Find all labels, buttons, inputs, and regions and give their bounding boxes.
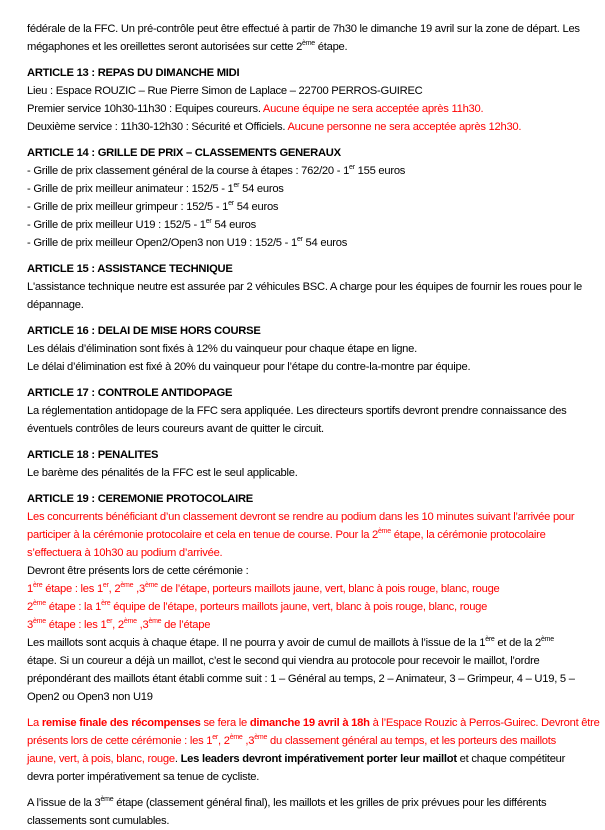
prize-item [27, 180, 592, 198]
final-ceremony-text: devra porter impérativement sa tenue de cycliste. [27, 771, 260, 783]
text: de l’étape, porteurs maillots jaune, vert, blanc à pois rouge, blanc, rouge [157, 583, 500, 595]
superscript: er [212, 734, 218, 741]
text: , 2 [108, 583, 121, 595]
text: se fera le [200, 717, 250, 729]
text: 54 euros [233, 201, 279, 213]
article-19-heading: ARTICLE 19 : CEREMONIE PROTOCOLAIRE [27, 493, 254, 505]
text: jaune, vert, à pois, blanc, rouge [27, 753, 175, 765]
article-13-lieu: Lieu : Espace ROUZIC – Rue Pierre Simon de Laplace – 22700 PERROS-GUIREC [27, 85, 423, 97]
article-16-text: Le délai d’élimination est fixé à 20% du vainqueur pour l’étape du contre-la-montre par équipe. [27, 361, 471, 373]
article-17-heading: ARTICLE 17 : CONTROLE ANTIDOPAGE [27, 387, 233, 399]
superscript: ème [540, 636, 554, 643]
article-19-red-text: s’effectuera à 10h30 au podium d’arrivée. [27, 547, 223, 559]
bold-text: remise finale des récompenses [41, 717, 201, 729]
article-13-service-2 [27, 118, 592, 136]
text: - Grille de prix meilleur grimpeur : 152/5 - 1 [27, 201, 229, 213]
text: Premier service 10h30-11h30 : Equipes coureurs. [27, 103, 263, 115]
superscript: er [106, 618, 113, 625]
text: de l’étape [161, 619, 211, 631]
final-ceremony-text [27, 714, 600, 732]
warning-text: Aucune équipe ne sera acceptée après 11h30. [262, 103, 484, 115]
superscript: ème [120, 582, 134, 589]
superscript: ème [100, 796, 114, 803]
text: La [27, 717, 42, 729]
superscript: er [296, 236, 303, 243]
text: participer à la cérémonie protocolaire et cela en tenue de course. Pour la 2 [27, 529, 379, 541]
text: ,3 [242, 735, 255, 747]
text: A l’issue de la 3 [27, 797, 101, 809]
text: fédérale de la FFC. Un pré-contrôle peut être effectué à partir de 7h30 le dimanche 19 avril sur la zone de départ. Les [27, 23, 580, 35]
text: 155 euros [354, 165, 406, 177]
prize-item [27, 198, 592, 216]
text: et de la 2 [494, 637, 541, 649]
final-ceremony-text [27, 732, 592, 750]
text: , 2 [218, 735, 230, 747]
text: ,3 [136, 619, 149, 631]
cumulative-text [27, 794, 592, 812]
article-13-service-1 [27, 100, 592, 118]
text: étape (classement général final), les maillots et les grilles de prix prévues pour les différents [113, 797, 547, 809]
superscript: ème [123, 618, 137, 625]
article-17-text: La réglementation antidopage de la FFC sera appliquée. Les directeurs sportifs devront prendre connaissance des [27, 405, 567, 417]
article-17-text: éventuels contrôles de leurs coureurs avant de quitter le circuit. [27, 423, 324, 435]
bold-text: Les leaders devront impérativement porter leur maillot [180, 753, 457, 765]
maillots-text [27, 634, 592, 652]
superscript: er [349, 164, 355, 171]
maillots-text: Open2 ou Open3 non U19 [27, 691, 153, 703]
article-15-text: L'assistance technique neutre est assurée par 2 véhicules BSC. A charge pour les équipes de fournir les roues pour le [27, 281, 582, 293]
superscript: ème [32, 600, 46, 607]
bold-text: dimanche 19 avril à 18h [249, 717, 370, 729]
text: - Grille de prix meilleur Open2/Open3 non U19 : 152/5 - 1 [27, 237, 297, 249]
cumulative-text: classements sont cumulables. [27, 815, 170, 827]
text: Les maillots sont acquis à chaque étape. Il ne pourra y avoir de cumul de maillots à l’issue de la 1 [27, 637, 486, 649]
text: présents lors de cette cérémonie : les 1 [27, 735, 213, 747]
intro-line-2 [27, 38, 592, 56]
text: équipe de l’étape, porteurs maillots jaune, vert, blanc à pois rouge, blanc, rouge [110, 601, 488, 613]
maillots-text: étape. Si un coureur a déjà un maillot, c’est le second qui viendra au protocole pour recevoir le maillot, l’ordre [27, 655, 540, 667]
text: étape : la 1 [45, 601, 102, 613]
superscript: er [233, 182, 240, 189]
text: 1 [27, 583, 33, 595]
article-16-text: Les délais d’élimination sont fixés à 12% du vainqueur pour chaque étape en ligne. [27, 343, 417, 355]
prize-item [27, 216, 592, 234]
article-13-heading: ARTICLE 13 : REPAS DU DIMANCHE MIDI [27, 67, 240, 79]
text: 3 [27, 619, 33, 631]
document-page [27, 20, 600, 830]
text: étape, la cérémonie protocolaire [390, 529, 546, 541]
text: - Grille de prix meilleur animateur : 152/5 - 1 [27, 183, 234, 195]
article-15-heading: ARTICLE 15 : ASSISTANCE TECHNIQUE [27, 263, 233, 275]
article-19-red-text [27, 526, 592, 544]
superscript: ème [302, 40, 315, 47]
text: 2 [27, 601, 33, 613]
final-ceremony-text [27, 750, 592, 768]
article-16-heading: ARTICLE 16 : DELAI DE MISE HORS COURSE [27, 325, 261, 337]
superscript: ème [378, 528, 391, 535]
intro-line-1 [27, 20, 592, 38]
prize-item [27, 162, 592, 180]
stage-1-line [27, 580, 592, 598]
superscript: er [102, 582, 109, 589]
superscript: ème [229, 734, 243, 741]
text: et chaque compétiteur [456, 753, 566, 765]
text: . [174, 753, 181, 765]
prize-item [27, 234, 592, 252]
superscript: ème [32, 618, 46, 625]
text: 54 euros [239, 183, 284, 195]
text: du classement général au temps, et les porteurs des maillots [267, 735, 556, 747]
article-19-red-text: Les concurrents bénéficiant d’un classement devront se rendre au podium dans les 10 minutes suivant l’arrivée pour [27, 511, 575, 523]
superscript: er [228, 200, 234, 207]
superscript: ème [144, 582, 158, 589]
text: étape : les 1 [45, 619, 107, 631]
article-18-text: Le barème des pénalités de la FFC est le seul applicable. [27, 467, 298, 479]
stage-3-line [27, 616, 592, 634]
text: mégaphones et les oreillettes seront autorisées sur cette 2 [27, 41, 303, 53]
text: ,3 [133, 583, 145, 595]
superscript: er [205, 218, 212, 225]
text: - Grille de prix classement général de la course à étapes : 762/20 - 1 [27, 165, 350, 177]
stage-2-line [27, 598, 592, 616]
maillots-text: prépondérant des maillots étant établi comme suit : 1 – Général au temps, 2 – Animateur, 3 – Grimpeur, 4 – U19, 5 – [27, 673, 575, 685]
text: à l’Espace Rouzic à Perros-Guirec. Devront être [369, 717, 600, 729]
superscript: ère [32, 582, 43, 589]
article-15-text: dépannage. [27, 299, 84, 311]
article-18-heading: ARTICLE 18 : PENALITES [27, 449, 159, 461]
superscript: ère [485, 636, 495, 643]
text: Deuxième service : 11h30-12h30 : Sécurité et Officiels. [27, 121, 288, 133]
text: 54 euros [302, 237, 348, 249]
warning-text: Aucune personne ne sera acceptée après 12h30. [287, 121, 522, 133]
text: - Grille de prix meilleur U19 : 152/5 - 1 [27, 219, 206, 231]
article-19-presents: Devront être présents lors de cette cérémonie : [27, 565, 249, 577]
superscript: ème [254, 734, 268, 741]
text: , 2 [112, 619, 124, 631]
text: étape : les 1 [42, 583, 103, 595]
superscript: ère [101, 600, 111, 607]
article-14-heading: ARTICLE 14 : GRILLE DE PRIX – CLASSEMENTS GENERAUX [27, 147, 341, 159]
text: étape. [314, 41, 348, 53]
text: 54 euros [211, 219, 256, 231]
superscript: ème [148, 618, 162, 625]
